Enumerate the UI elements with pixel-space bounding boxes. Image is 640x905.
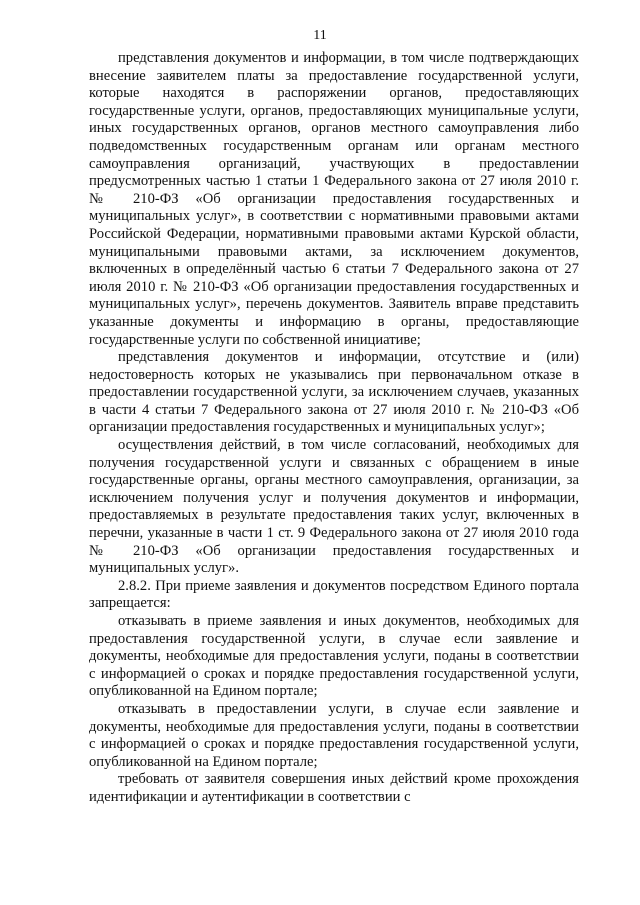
document-body bbox=[89, 50, 579, 807]
page-number: 11 bbox=[313, 28, 327, 43]
paragraph-section-2-8-2: 2.8.2. При приеме заявления и документов посредством Единого портала запрещается: bbox=[89, 577, 579, 612]
paragraph-actions-approvals: осуществления действий, в том числе согласований, необходимых для получения государственной услуги и связанных с обращением в иные государственные органы, органы местного самоуправления, организации, за исключением получения услуг и получения документов и информации, предоставляемых в результате предоставления таких услуг, включенных в перечни, указанные в части 1 ст. 9 Федерального закона от 27 июля 2010 года № 210-ФЗ «Об организации предоставления государственных и муниципальных услуг». bbox=[89, 437, 579, 577]
paragraph-documents-information: представления документов и информации, в том числе подтверждающих внесение заявителем платы за предоставление государственной услуги, которые находятся в распоряжении органов, предоставляющих государственные услуги, органов, предоставляющих муниципальные услуги, иных государственных органов, органов местного самоуправления либо подведомственных государственным органам или органам местного самоуправления организаций, участвующих в предоставлении предусмотренных частью 1 статьи 1 Федерального закона от 27 июля 2010 г. № 210-ФЗ «Об организации предоставления государственных и муниципальных услуг», в соответствии с нормативными правовыми актами Российской Федерации, нормативными правовыми актами Курской области, муниципальными правовыми актами, за исключением документов, включенных в определённый частью 6 статьи 7 Федерального закона от 27 июля 2010 г. № 210-ФЗ «Об организации предоставления государственных и муниципальных услуг», перечень документов. Заявитель вправе представить указанные документы и информацию в органы, предоставляющие государственные услуги по собственной инициативе; bbox=[89, 50, 579, 348]
paragraph-unverified-documents: представления документов и информации, отсутствие и (или) недостоверность которых не указывались при первоначальном отказе в предоставлении государственной услуги, за исключением случаев, указанных в части 4 статьи 7 Федерального закона от 27 июля 2010 г. № 210-ФЗ «Об организации предоставления государственных и муниципальных услуг»; bbox=[89, 349, 579, 436]
paragraph-require-actions: требовать от заявителя совершения иных действий кроме прохождения идентификации и аутентификации в соответствии с bbox=[89, 771, 579, 805]
paragraph-refuse-service: отказывать в предоставлении услуги, в случае если заявление и документы, необходимые для предоставления услуги, поданы в соответствии с информацией о сроках и порядке предоставления государственной услуги, опубликованной на Едином портале; bbox=[89, 700, 579, 770]
paragraph-refuse-acceptance: отказывать в приеме заявления и иных документов, необходимых для предоставления государственной услуги, в случае если заявление и документы, необходимые для предоставления услуги, поданы в соответствии с информацией о сроках и порядке предоставления государственной услуги, опубликованной на Едином портале; bbox=[89, 613, 579, 700]
